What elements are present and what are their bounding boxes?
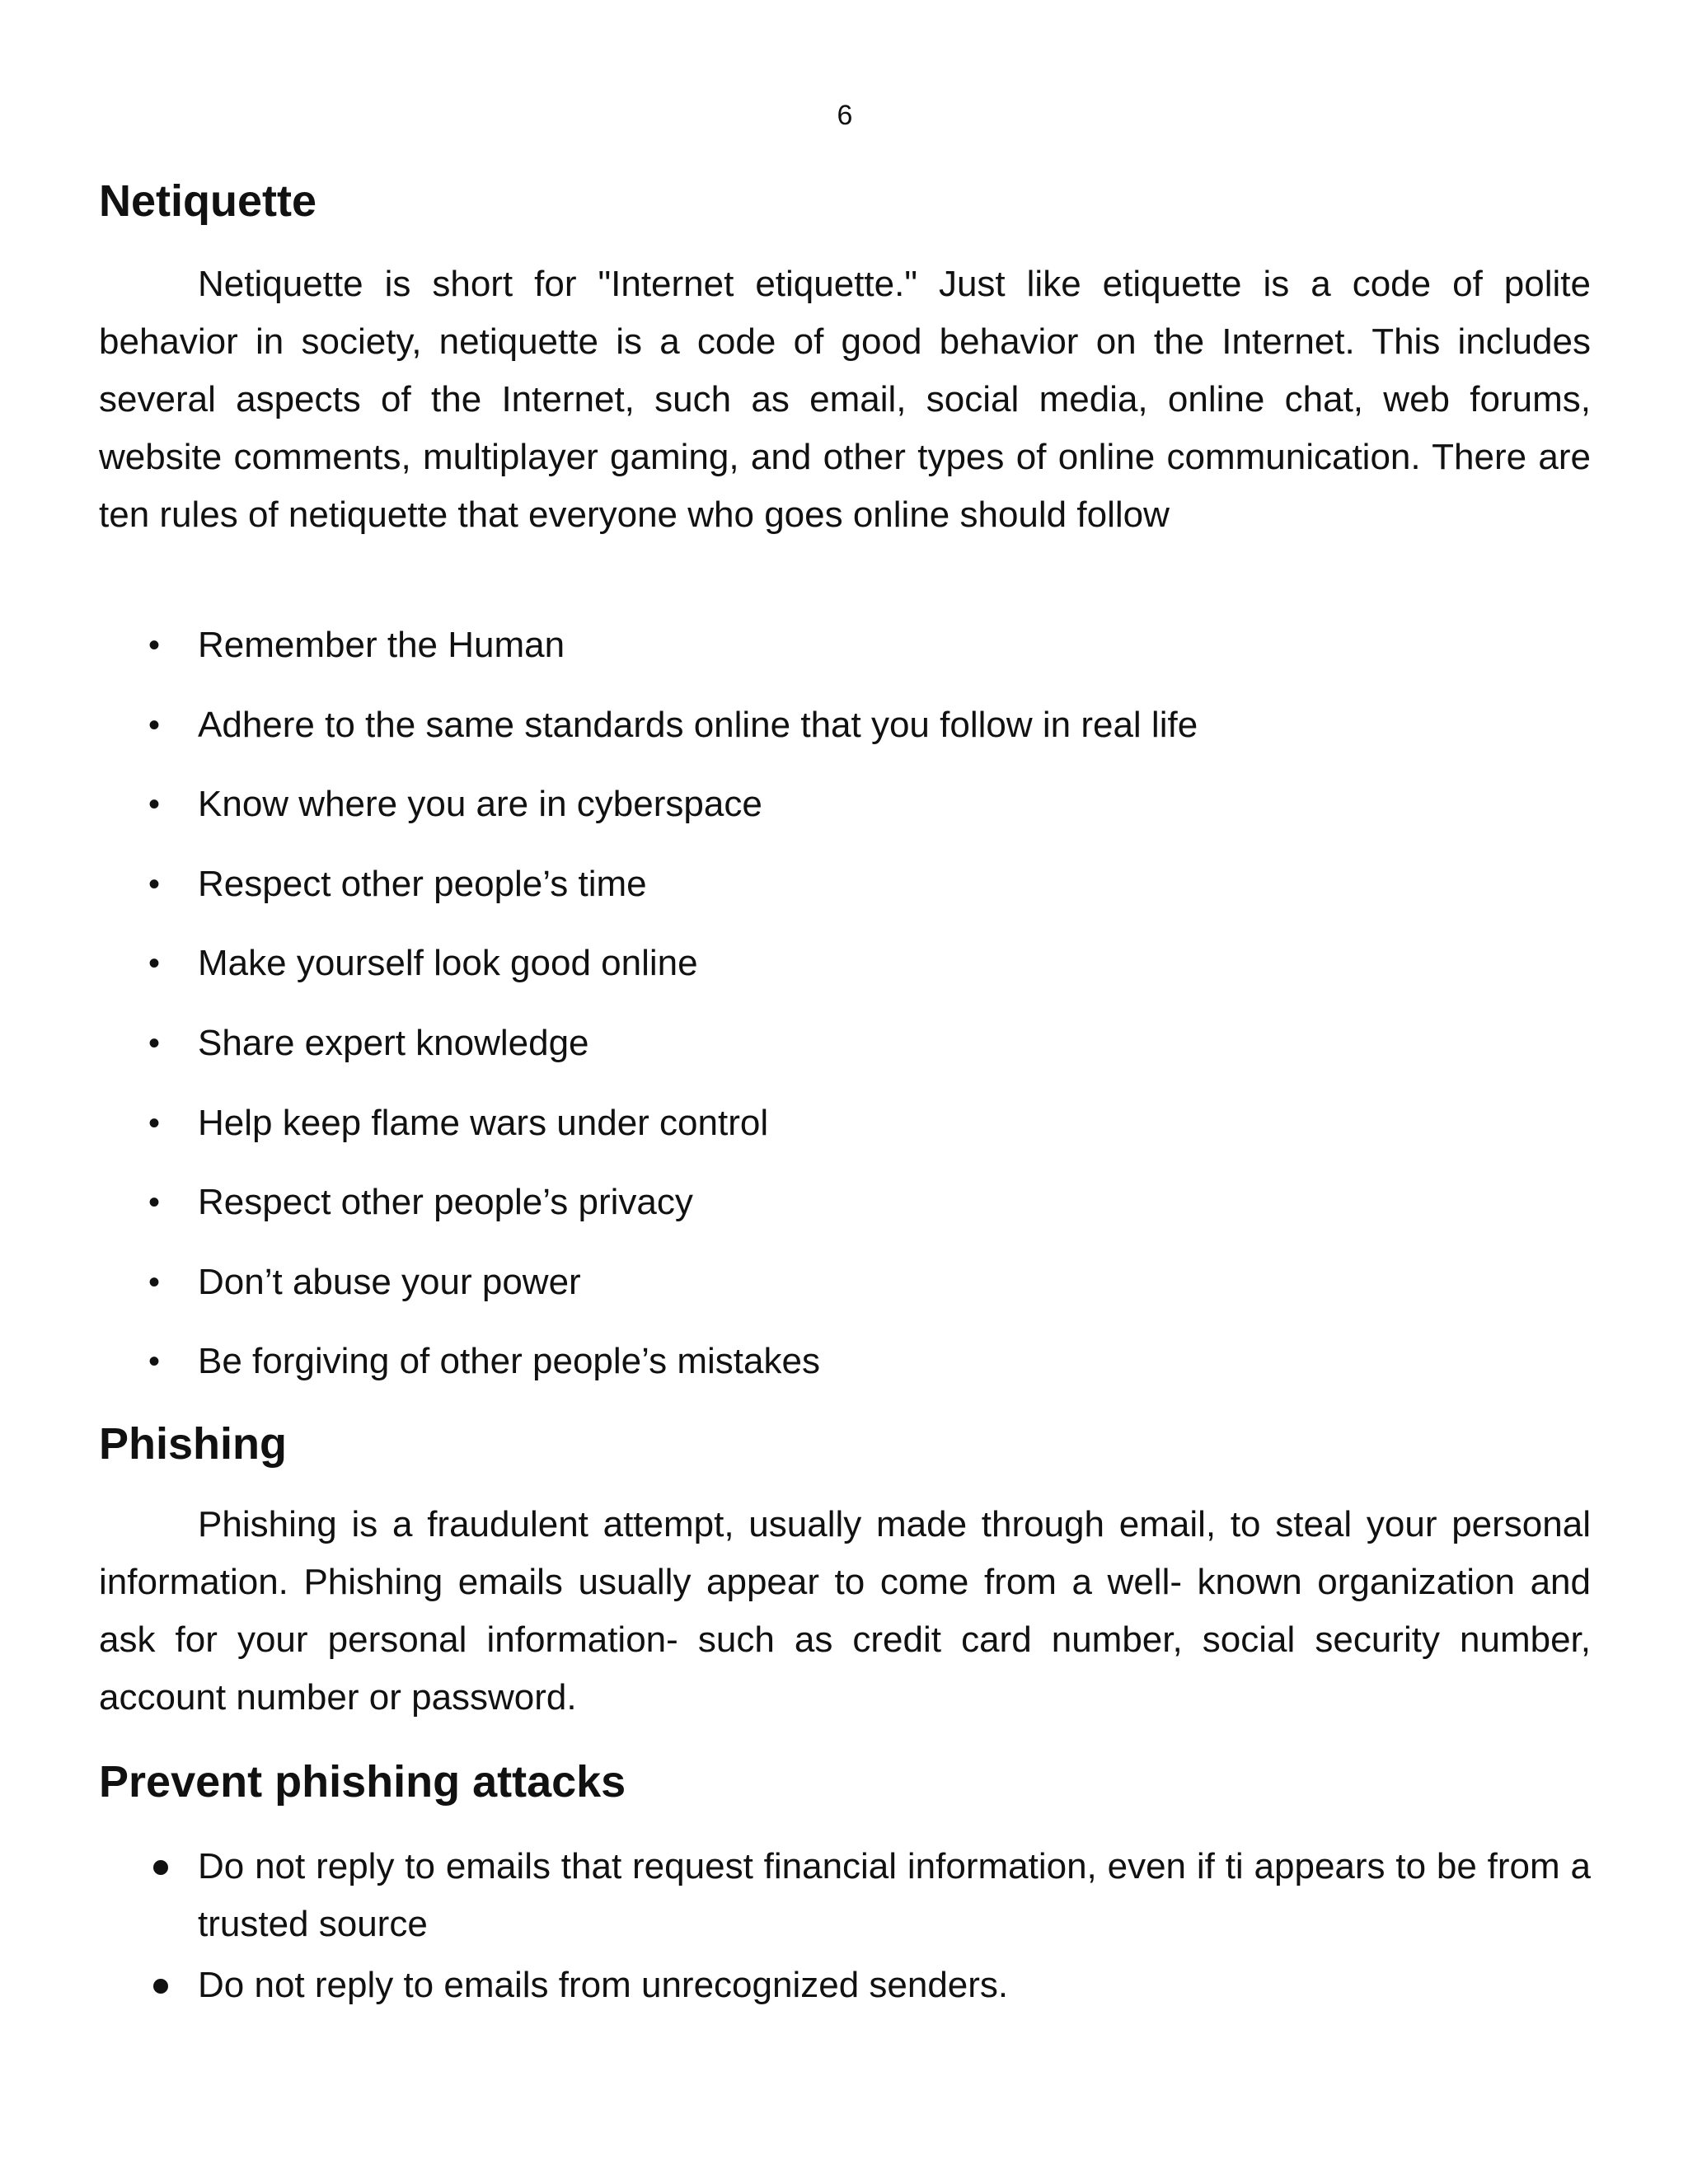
bullet-icon: • [148, 1343, 161, 1380]
bullet-icon: • [148, 786, 161, 823]
paragraph-netiquette: Netiquette is short for "Internet etiquette." Just like etiquette is a code of polite behavior in society, netiquette is a code of good behavior on the Internet. This includes several aspects of the Internet, such as email, social media, online chat, web forums, website comments, multiplayer gaming, and other types of online communication. There are ten rules of netiquette that everyone who goes online should follow [99, 264, 1591, 535]
bullet-icon: • [148, 1263, 161, 1301]
list-item-text: Don’t abuse your power [198, 1261, 581, 1302]
list-item [99, 855, 1591, 935]
bullet-icon: • [148, 706, 161, 743]
list-item [99, 1254, 1591, 1333]
list-item [99, 776, 1591, 855]
list-item [99, 1015, 1591, 1094]
bullet-icon: • [148, 865, 161, 902]
netiquette-rules-list [99, 616, 1591, 1413]
heading-phishing: Phishing [99, 1419, 287, 1469]
prevent-phishing-list [99, 1838, 1591, 2018]
bullet-icon: • [148, 1104, 161, 1141]
heading-prevent-phishing: Prevent phishing attacks [99, 1757, 626, 1807]
list-item [99, 616, 1591, 696]
list-item [99, 1174, 1591, 1254]
bullet-icon: • [148, 627, 161, 663]
list-item-text: Remember the Human [198, 625, 565, 665]
list-item [99, 1094, 1591, 1174]
bullet-icon [153, 1860, 168, 1875]
document-page [99, 0, 1591, 2184]
list-item-text: Do not reply to emails from unrecognized senders. [198, 1965, 1009, 2005]
list-item-text: Make yourself look good online [198, 943, 698, 984]
list-item-text: Help keep flame wars under control [198, 1102, 769, 1143]
list-item-text: Adhere to the same standards online that you follow in real life [198, 704, 1198, 745]
list-item [99, 696, 1591, 776]
list-item [99, 1333, 1591, 1413]
list-item [99, 1838, 1591, 1953]
bullet-icon [153, 1979, 168, 1994]
bullet-icon: • [148, 945, 161, 982]
list-item-text: Do not reply to emails that request financial information, even if ti appears to be from a trusted source [198, 1846, 1591, 1944]
list-item-text: Be forgiving of other people’s mistakes [198, 1341, 820, 1382]
bullet-icon: • [148, 1024, 161, 1062]
paragraph-phishing: Phishing is a fraudulent attempt, usually made through email, to steal your personal information. Phishing emails usually appear to come from a well- known organization and ask for your personal information- such as credit card number, social security number, account number or password. [99, 1504, 1591, 1718]
list-item [99, 935, 1591, 1015]
heading-netiquette: Netiquette [99, 176, 317, 226]
list-item-text: Know where you are in cyberspace [198, 784, 762, 825]
list-item-text: Respect other people’s privacy [198, 1182, 693, 1223]
bullet-icon: • [148, 1184, 161, 1221]
list-item [99, 1957, 1591, 2014]
page-number: 6 [837, 100, 853, 131]
list-item-text: Respect other people’s time [198, 863, 647, 904]
list-item-text: Share expert knowledge [198, 1022, 589, 1063]
